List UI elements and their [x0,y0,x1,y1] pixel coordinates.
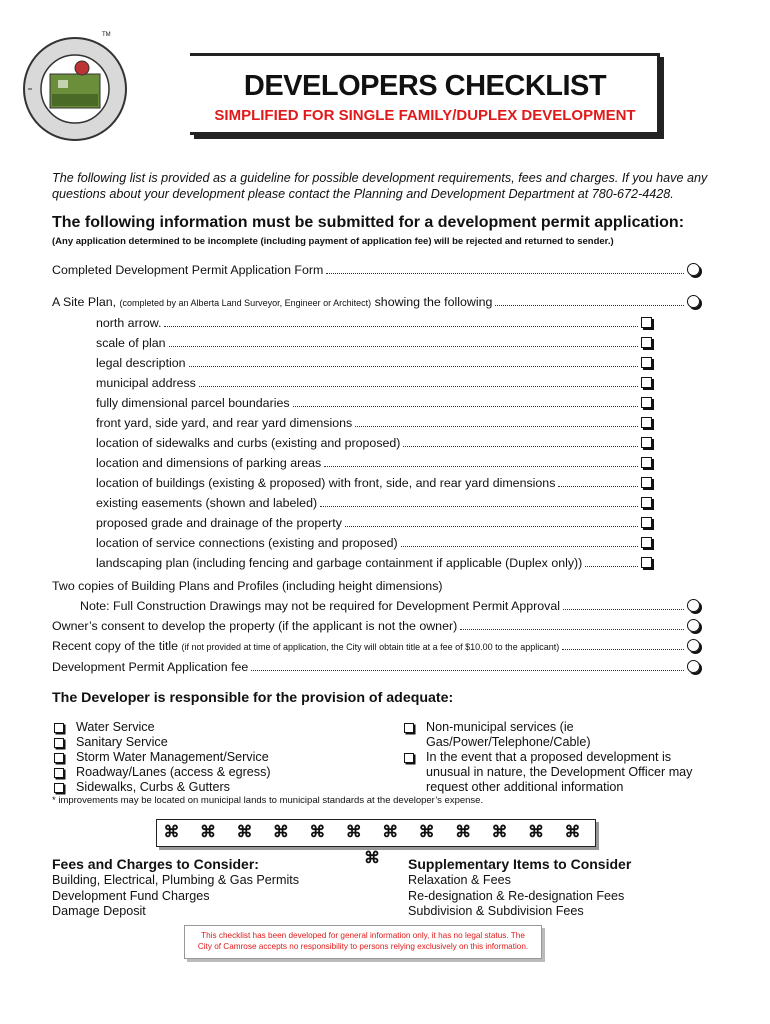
site-plan-item[interactable] [96,334,656,350]
site-plan-item-label: scale of plan [96,336,166,350]
supplementary-list [408,873,624,920]
checklist-label: Recent copy of the title (if not provided at time of application, the City will obtain title at a fee of $10.00 to the applicant) [52,639,560,653]
list-item[interactable]: In the event that a proposed development is [404,750,692,765]
list-item-continued: unusual in nature, the Development Officer may [426,765,693,779]
site-plan-item-label: front yard, side yard, and rear yard dimensions [96,416,353,430]
checkbox-icon[interactable] [641,457,652,468]
site-plan-item-label: proposed grade and drainage of the property [96,516,342,530]
fees-heading: Fees and Charges to Consider: [52,856,259,872]
checkbox-icon[interactable] [641,537,652,548]
checkbox-icon[interactable] [641,417,652,428]
checkbox-icon [54,738,64,748]
site-plan-item[interactable] [96,354,656,370]
checkbox-icon [54,783,64,793]
leader-dots [403,446,638,447]
site-plan-item[interactable] [96,514,656,530]
site-plan-item-label: location of service connections (existing and proposed) [96,536,398,550]
checkbox-circle-icon[interactable] [687,263,700,276]
leader-dots [401,546,638,547]
leader-dots [495,305,684,306]
leader-dots [293,406,638,407]
site-plan-item-label: legal description [96,356,186,370]
checklist-row-form[interactable] [52,261,702,277]
site-plan-item[interactable] [96,374,656,390]
list-item: Development Fund Charges [52,888,210,903]
list-item: Building, Electrical, Plumbing & Gas Permits [52,873,300,887]
page-title: DEVELOPERS CHECKLIST [243,70,607,102]
developer-left-list [54,720,271,795]
site-plan-item[interactable] [96,394,656,410]
checkbox-icon[interactable] [641,437,652,448]
checkbox-icon[interactable] [641,337,652,348]
supplementary-heading: Supplementary Items to Consider [408,856,632,872]
leader-dots [199,386,638,387]
checkbox-icon[interactable] [641,357,652,368]
checklist-label: Development Permit Application fee [52,660,249,674]
site-plan-item[interactable] [96,314,656,330]
list-item: Damage Deposit [52,904,146,918]
leader-dots [355,426,638,427]
site-plan-item[interactable] [96,414,656,430]
site-plan-item[interactable] [96,454,656,470]
site-plan-item-label: north arrow. [96,316,162,330]
leader-dots [189,366,638,367]
leader-dots [563,609,684,610]
leader-dots [562,649,684,650]
site-plan-item-label: location of sidewalks and curbs (existing and proposed) [96,436,401,450]
list-item-continued: Gas/Power/Telephone/Cable) [426,735,591,749]
leader-dots [164,326,638,327]
site-plan-item-label: location and dimensions of parking areas [96,456,322,470]
list-item: Re-designation & Re-designation Fees [408,888,625,903]
copies-text: Two copies of Building Plans and Profiles (including height dimensions) [52,579,443,593]
fees-list [52,873,299,920]
leader-dots [460,629,684,630]
list-item: Subdivision & Subdivision Fees [408,904,584,918]
checkbox-circle-icon[interactable] [687,660,700,673]
page-subtitle: SIMPLIFIED FOR SINGLE FAMILY/DUPLEX DEVELOPMENT [214,107,636,124]
developer-heading: The Developer is responsible for the provision of adequate: [52,690,454,706]
list-item[interactable]: Water Service [54,720,271,735]
intro-paragraph: The following list is provided as a guideline for possible development requirements, fees and charges. If you have any questions about your development please contact the Planning and Development Department at 780-672-4428. [52,171,708,201]
list-item: Relaxation & Fees [408,873,511,887]
site-plan-item-label: location of buildings (existing & proposed) with front, side, and rear yard dimensions [96,476,556,490]
checklist-row-copies[interactable] [80,597,702,613]
checkbox-icon [404,753,414,763]
checklist-row-site-plan[interactable] [52,293,702,309]
site-plan-item-label: landscaping plan (including fencing and garbage containment if applicable (Duplex only)) [96,556,583,570]
checkbox-icon [54,768,64,778]
checkbox-icon [54,753,64,763]
checkbox-icon[interactable] [641,397,652,408]
checklist-row-fee[interactable] [52,658,702,674]
leader-dots [585,566,638,567]
list-item[interactable]: Roadway/Lanes (access & egress) [54,765,271,780]
site-plan-item-label: municipal address [96,376,196,390]
checkbox-icon[interactable] [641,377,652,388]
city-logo [22,36,128,142]
leader-dots [345,526,638,527]
disclaimer-line: This checklist has been developed for general information only, it has no legal status. The [201,931,525,940]
checkbox-icon[interactable] [641,497,652,508]
disclaimer-line: City of Camrose accepts no responsibility to persons relying exclusively on this information. [197,942,529,951]
checkbox-icon [404,723,414,733]
site-plan-item[interactable] [96,534,656,550]
footnote: * improvements may be located on municipal lands to municipal standards at the developer’s expense. [52,795,484,806]
checkbox-icon[interactable] [641,517,652,528]
checkbox-circle-icon[interactable] [687,619,700,632]
permit-note: (Any application determined to be incomplete (including payment of application fee) will be rejected and returned to sender.) [52,236,614,247]
leader-dots [558,486,638,487]
list-item[interactable]: Sanitary Service [54,735,271,750]
permit-heading: The following information must be submitted for a development permit application: [52,214,685,231]
checklist-label: Note: Full Construction Drawings may not be required for Development Permit Approval [80,599,561,613]
symbol-divider: ⌘ ⌘ ⌘ ⌘ ⌘ ⌘ ⌘ ⌘ ⌘ ⌘ ⌘ ⌘ ⌘ [156,819,596,847]
checklist-row-title[interactable] [52,637,702,653]
checkbox-icon[interactable] [641,557,652,568]
leader-dots [326,273,684,274]
developer-right-list [404,720,692,795]
site-plan-item[interactable] [96,554,656,570]
list-item-continued: request other additional information [426,780,624,794]
checkbox-circle-icon[interactable] [687,599,700,612]
trademark-mark: TM [102,32,111,38]
site-plan-item[interactable] [96,494,656,510]
disclaimer-box [184,925,542,959]
leader-dots [320,506,638,507]
list-item[interactable]: Storm Water Management/Service [54,750,271,765]
list-item[interactable]: Sidewalks, Curbs & Gutters [54,780,271,795]
leader-dots [324,466,638,467]
checklist-row-consent[interactable] [52,617,702,633]
site-plan-item[interactable] [96,474,656,490]
checkbox-icon[interactable] [641,477,652,488]
leader-dots [251,670,684,671]
checklist-label: Owner’s consent to develop the property (if the applicant is not the owner) [52,619,458,633]
site-plan-item-label: fully dimensional parcel boundaries [96,396,290,410]
checkbox-circle-icon[interactable] [687,295,700,308]
leader-dots [169,346,638,347]
list-item[interactable]: Non-municipal services (ie [404,720,692,735]
checkbox-circle-icon[interactable] [687,639,700,652]
checklist-label: Completed Development Permit Application Form [52,263,324,277]
checkbox-icon[interactable] [641,317,652,328]
site-plan-item[interactable] [96,434,656,450]
checklist-label: A Site Plan, (completed by an Alberta Land Surveyor, Engineer or Architect) showing the following [52,295,493,309]
checkbox-icon [54,723,64,733]
site-plan-item-label: existing easements (shown and labeled) [96,496,318,510]
